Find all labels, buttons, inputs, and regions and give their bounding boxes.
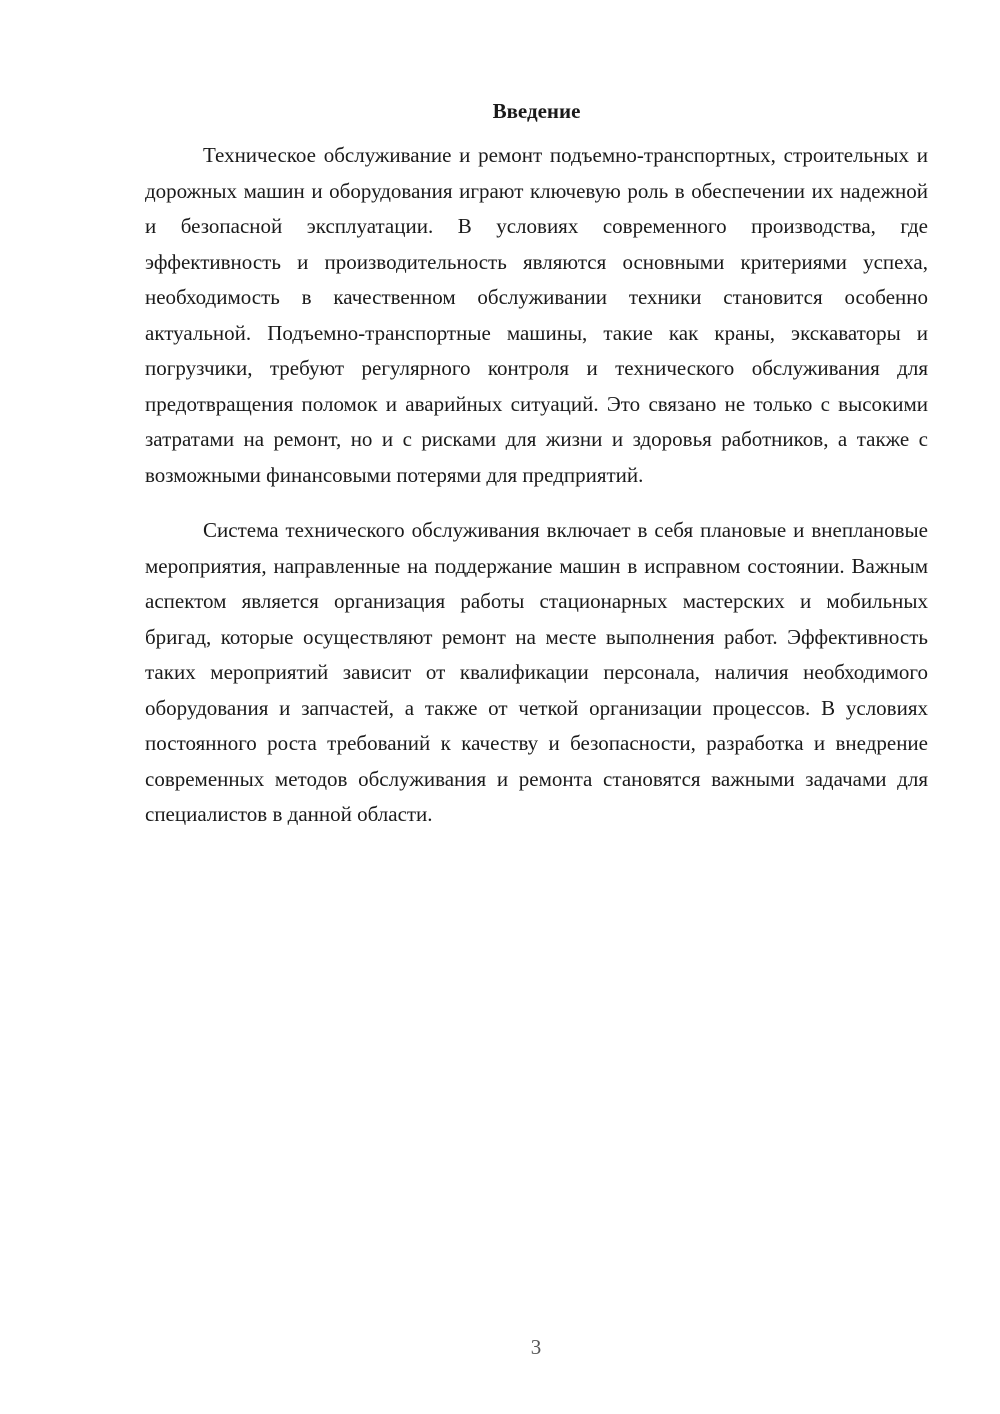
section-title: Введение bbox=[492, 99, 581, 123]
page-number: 3 bbox=[530, 1335, 542, 1359]
paragraph-2: Система технического обслуживания включает в себя плановые и внеплановые мероприятия, направленные на поддержание машин в исправном состоянии. Важным аспектом является организация работы стационарных мастерских и мобильных бригад, которые осуществляют ремонт на месте выполнения работ. Эффективность таких мероприятий зависит от квалификации персонала, наличия необходимого оборудования и запчастей, а также от четкой организации процессов. В условиях постоянного роста требований к качеству и безопасности, разработка и внедрение современных методов обслуживания и ремонта становятся важными задачами для специалистов в данной области. bbox=[145, 518, 928, 826]
page-content bbox=[145, 96, 928, 833]
paragraph-1: Техническое обслуживание и ремонт подъемно-транспортных, строительных и дорожных машин и оборудования играют ключевую роль в обеспечении их надежной и безопасной эксплуатации. В условиях современного производства, где эффективность и производительность являются основными критериями успеха, необходимость в качественном обслуживании техники становится особенно актуальной. Подъемно-транспортные машины, такие как краны, экскаваторы и погрузчики, требуют регулярного контроля и технического обслуживания для предотвращения поломок и аварийных ситуаций. Это связано не только с высокими затратами на ремонт, но и с рисками для жизни и здоровья работников, а также с возможными финансовыми потерями для предприятий. bbox=[145, 143, 928, 487]
